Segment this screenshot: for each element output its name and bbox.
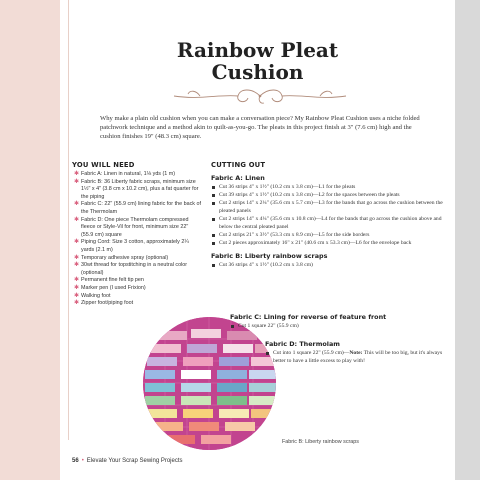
intro-paragraph: Why make a plain old cushion when you can make a conversation piece? My Rainbow Pleat Cushion uses a niche folded patchwork technique and a method akin to quilt-as-you-go. The pleats in this project finish at 3" (7.6 cm) high and the cushion finishes 19" (48.3 cm) square. xyxy=(100,115,420,141)
fabric-b-heading: Fabric B: Liberty rainbow scraps xyxy=(211,252,328,260)
footer-separator: • xyxy=(81,458,84,464)
left-decorative-stripe xyxy=(0,0,60,480)
bullet-icon: ✱ xyxy=(74,292,80,299)
bullet-icon: ✱ xyxy=(74,300,80,307)
bullet-icon: ✱ xyxy=(74,178,80,185)
list-item: ✱ Permanent fine felt tip pen xyxy=(74,277,144,284)
list-item: Cut 2 strips 21" x 3½" (53.3 cm x 8.9 cm)—L5 for the side borders xyxy=(211,231,447,239)
list-item: ✱ Fabric A: Linen in natural, 1⅛ yds (1 m) xyxy=(74,171,176,177)
bullet-icon: ✱ xyxy=(74,201,80,208)
fabric-c-heading: Fabric C: Lining for reverse of feature front xyxy=(230,313,387,321)
square-bullet-icon xyxy=(212,234,215,237)
list-item: Cut 2 strips 14" x 2¼" (35.6 cm x 5.7 cm)—L3 for the bands that go across the cushion between the pleated panels xyxy=(211,199,447,215)
square-bullet-icon xyxy=(212,186,215,189)
list-item: Cut 36 strips 4" x 1½" (10.2 cm x 3.8 cm)—L1 for the pleats xyxy=(211,183,447,191)
fabric-scraps-photo xyxy=(143,317,276,450)
square-bullet-icon xyxy=(212,218,215,221)
list-item: ✱ Walking foot xyxy=(74,292,111,299)
fabric-c-section xyxy=(230,308,450,330)
note-label: Note: xyxy=(349,350,363,356)
photo-caption: Fabric B: Liberty rainbow scraps xyxy=(282,439,359,445)
bullet-icon: ✱ xyxy=(74,277,80,284)
fabric-b-list xyxy=(211,261,447,269)
list-item: Cut 2 pieces approximately 16" x 21" (40.6 cm x 53.3 cm)—L6 for the envelope back xyxy=(211,239,447,247)
square-bullet-icon xyxy=(212,194,215,197)
bullet-icon: ✱ xyxy=(74,284,80,291)
fabric-a-heading: Fabric A: Linen xyxy=(211,174,265,182)
list-item: ✱ Piping Cord: Size 3 cotton, approximately 2¼ yards (2.1 m) xyxy=(74,239,189,253)
fabric-d-section xyxy=(265,335,445,365)
fabric-a-list xyxy=(211,183,447,247)
fabric-c-list xyxy=(230,322,450,330)
page-title-line-1: Rainbow Pleat xyxy=(176,38,339,62)
page-title-line-2: Cushion xyxy=(211,60,304,84)
fabric-d-heading: Fabric D: Thermolam xyxy=(265,340,340,348)
fabric-d-list xyxy=(265,349,445,365)
list-item: ✱ Marker pen (I used Frixion) xyxy=(74,284,146,291)
square-bullet-icon xyxy=(231,325,234,328)
you-will-need-section xyxy=(72,161,202,308)
list-item: ✱ Zipper foot/piping foot xyxy=(74,300,134,307)
list-item: ✱ Temporary adhesive spray (optional) xyxy=(74,254,169,261)
list-item: Cut 36 strips 4" x 1½" (10.2 cm x 3.8 cm) xyxy=(211,261,447,269)
flourish-ornament xyxy=(160,84,360,108)
square-bullet-icon xyxy=(266,352,269,355)
list-item: Cut 2 strips 14" x 4¼" (35.6 cm x 10.8 cm)—L4 for the bands that go across the cushion above and below the central pleated panel xyxy=(211,215,447,231)
book-title: Elevate Your Scrap Sewing Projects xyxy=(86,458,183,464)
square-bullet-icon xyxy=(212,264,215,267)
you-will-need-heading: YOU WILL NEED xyxy=(72,161,135,169)
materials-list xyxy=(72,171,202,308)
list-item: ✱ Fabric C: 22" (55.9 cm) lining fabric for the back of the Thermolam xyxy=(74,201,201,215)
page-footer xyxy=(72,458,183,464)
cutting-out-section xyxy=(211,161,447,269)
list-item: Cut into 1 square 22" (55.9 cm)—Note: This will be too big, but it's always better to have a little excess to play with! xyxy=(265,349,445,365)
square-bullet-icon xyxy=(212,242,215,245)
fabric-scraps-image xyxy=(143,317,276,450)
bullet-icon: ✱ xyxy=(74,171,80,177)
bullet-icon: ✱ xyxy=(74,216,80,223)
list-item: ✱ 30wt thread for topstitching in a neutral color (optional) xyxy=(74,262,188,276)
list-item: ✱ Fabric B: 36 Liberty fabric scraps, minimum size 1½" x 4" (3.8 cm x 10.2 cm), plus a fat quarter for the piping xyxy=(74,178,199,200)
cutting-out-heading: CUTTING OUT xyxy=(211,161,266,169)
list-item: Cut 39 strips 4" x 1½" (10.2 cm x 3.8 cm)—L2 for the spaces between the pleats xyxy=(211,191,447,199)
bullet-icon: ✱ xyxy=(74,239,80,246)
right-page-edge xyxy=(455,0,480,480)
bullet-icon: ✱ xyxy=(74,254,80,261)
square-bullet-icon xyxy=(212,202,215,205)
page-number: 56 xyxy=(72,458,79,464)
list-item: ✱ Fabric D: One piece Thermolam compressed fleece or Style-Vil for front, minimum size 22" (55.9 cm) square xyxy=(74,216,189,238)
bullet-icon: ✱ xyxy=(74,262,80,269)
list-item: Cut 1 square 22" (55.9 cm) xyxy=(230,322,450,330)
